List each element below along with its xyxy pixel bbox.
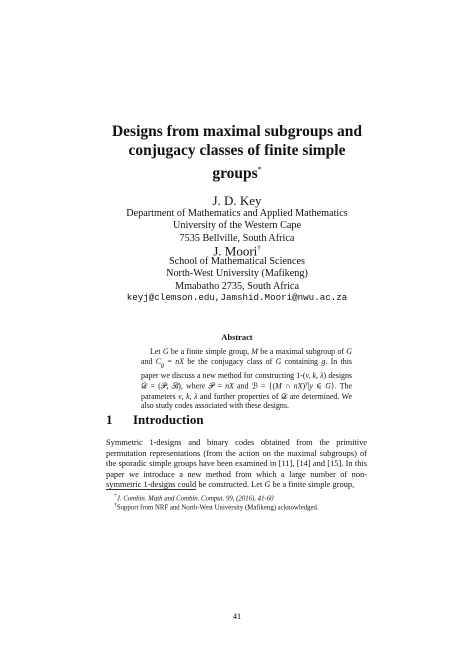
section-number: 1: [106, 412, 113, 427]
author-affiliation-1: [0, 208, 474, 245]
abstract-body: [141, 347, 352, 411]
body-paragraph: [106, 438, 367, 491]
author-name-1: J. D. Key: [212, 193, 262, 208]
affiliation-line: Department of Mathematics and Applied Mathematics: [126, 208, 348, 219]
abstract-heading: Abstract: [221, 333, 253, 342]
author-emails[interactable]: keyj@clemson.edu,Jamshid.Moori@nwu.ac.za: [126, 292, 348, 303]
title-line-2: conjugacy classes of finite simple: [128, 142, 346, 159]
section-heading: [106, 412, 204, 428]
title-line-1: Designs from maximal subgroups and: [111, 123, 363, 140]
section-title: Introduction: [133, 412, 204, 427]
footnote-2: [114, 501, 374, 512]
author-footnote-mark: †: [257, 244, 261, 252]
author-affiliation-2: [0, 256, 474, 293]
footnote-text: Support from NRF and North-West University (Mafikeng) acknowledged.: [116, 504, 319, 512]
footnote-mark: *: [114, 493, 117, 499]
footnote-rule: [106, 489, 196, 490]
footnote-mark: †: [114, 502, 117, 508]
body-text: Symmetric 1-designs and binary codes obtained from the primitive permutation representations (from the action on the maximal subgroups) of the sporadic simple groups have been examined in [11], [14] and [15]. In this paper we introduce a new method from which a large number of non-symmetric 1-designs could be constructed. Let G be a finite simple group,: [106, 438, 367, 490]
affiliation-line: University of the Western Cape: [173, 220, 301, 232]
title-footnote-mark: *: [257, 165, 262, 174]
title-line-3: groups: [212, 165, 258, 183]
affiliation-line: Mmabatho 2735, South Africa: [175, 280, 299, 292]
page-number: 41: [232, 612, 242, 621]
paper-title: [100, 122, 374, 183]
affiliation-line: 7535 Bellville, South Africa: [179, 232, 295, 244]
abstract-text: Let G be a finite simple group, M be a maximal subgroup of G and $C_g$ = nX be the conjugacy class of G containing g. In this paper we discuss a new method for constructing 1-(v, k, λ) designs 𝒟 = (𝒫, ℬ), where 𝒫 = nX and ℬ = {(M ∩ nX)$^y$|y ∈ G}. The parameters v, k, λ and further properties of 𝒟 are determined. We also study codes associated with these designs.: [141, 347, 352, 411]
affiliation-line: North-West University (Mafikeng): [166, 268, 308, 280]
affiliation-line: School of Mathematical Sciences: [168, 256, 306, 267]
footnote-text: J. Combin. Math and Combin. Comput. 99, (2016), 41-60: [116, 495, 274, 503]
author-name-2: J. Moori†: [213, 243, 261, 259]
